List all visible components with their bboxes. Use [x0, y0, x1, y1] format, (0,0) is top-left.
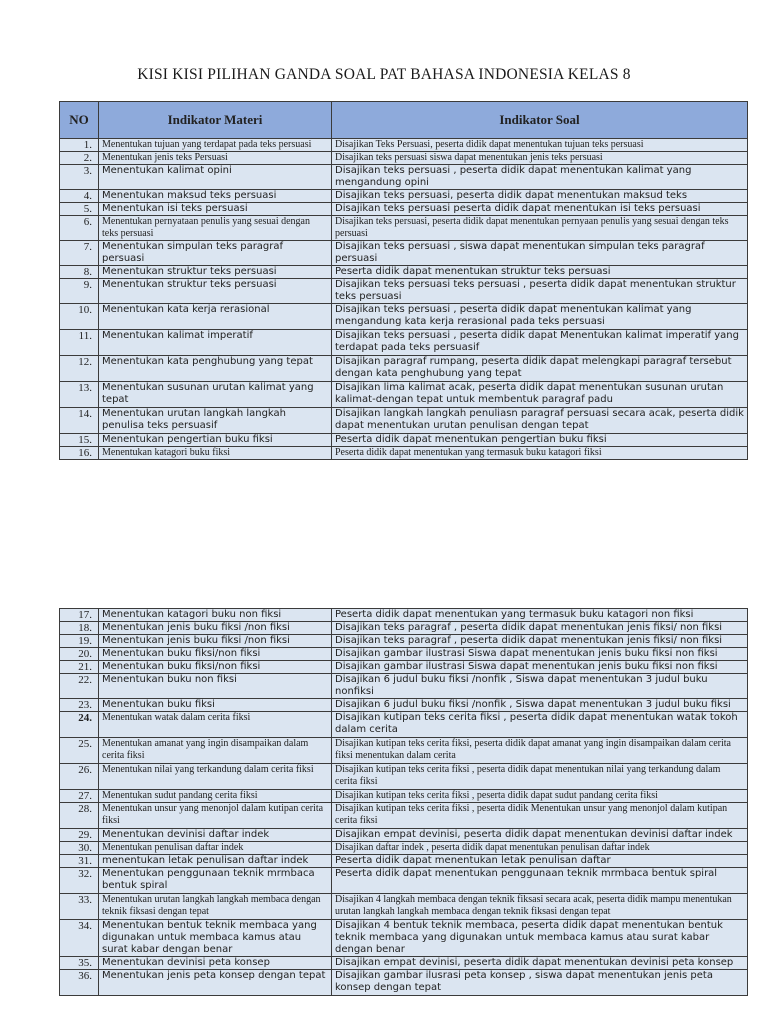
row-number: 22.	[60, 674, 99, 699]
row-indikator-materi: Menentukan kalimat imperatif	[99, 330, 332, 356]
row-number: 26.	[60, 764, 99, 790]
row-indikator-materi: Menentukan jenis teks Persuasi	[99, 152, 332, 165]
row-indikator-materi: Menentukan penulisan daftar indek	[99, 842, 332, 855]
row-indikator-materi: Menentukan buku non fiksi	[99, 674, 332, 699]
row-indikator-soal: Disajikan teks paragraf , peserta didik dapat menentukan jenis fiksi/ non fiksi	[332, 635, 748, 648]
table-row	[60, 216, 748, 241]
row-indikator-soal: Disajikan teks persuasi , peserta didik dapat menentukan kalimat yang mengandung kata kerja rerasional pada teks persuasi	[332, 304, 748, 330]
table-row	[60, 842, 748, 855]
row-indikator-materi: Menentukan katagori buku non fiksi	[99, 609, 332, 622]
table-row	[60, 152, 748, 165]
row-number: 20.	[60, 648, 99, 661]
table-row	[60, 957, 748, 970]
row-number: 23.	[60, 699, 99, 712]
table-row	[60, 356, 748, 382]
row-number: 6.	[60, 216, 99, 241]
kisi-table-part-1	[59, 101, 748, 460]
row-number: 32.	[60, 868, 99, 894]
row-indikator-materi: menentukan letak penulisan daftar indek	[99, 855, 332, 868]
row-number: 5.	[60, 203, 99, 216]
row-indikator-soal: Disajikan teks paragraf , peserta didik dapat menentukan jenis fiksi/ non fiksi	[332, 622, 748, 635]
header-indikator-materi: Indikator Materi	[99, 102, 332, 139]
table-row	[60, 266, 748, 279]
row-indikator-materi: Menentukan amanat yang ingin disampaikan dalam cerita fiksi	[99, 738, 332, 764]
row-number: 34.	[60, 920, 99, 957]
document-title: KISI KISI PILIHAN GANDA SOAL PAT BAHASA INDONESIA KELAS 8	[137, 66, 631, 83]
row-indikator-materi: Menentukan devinisi daftar indek	[99, 829, 332, 842]
table-row	[60, 622, 748, 635]
row-number: 27.	[60, 790, 99, 803]
row-indikator-soal: Disajikan gambar ilustrasi Siswa dapat menentukan jenis buku fiksi non fiksi	[332, 648, 748, 661]
row-indikator-materi: Menentukan bentuk teknik membaca yang digunakan untuk membaca kamus atau surat kabar dengan benar	[99, 920, 332, 957]
row-number: 4.	[60, 190, 99, 203]
row-indikator-soal: Peserta didik dapat menentukan penggunaan teknik mrmbaca bentuk spiral	[332, 868, 748, 894]
row-indikator-soal: Disajikan kutipan teks cerita fiksi, peserta didik dapat amanat yang ingin disampaikan dalam cerita fiksi menentukan dalam cerita	[332, 738, 748, 764]
table-row	[60, 165, 748, 190]
table-row	[60, 447, 748, 460]
row-indikator-materi: Menentukan maksud teks persuasi	[99, 190, 332, 203]
row-indikator-materi: Menentukan pengertian buku fiksi	[99, 434, 332, 447]
table-row	[60, 648, 748, 661]
header-no: NO	[60, 102, 99, 139]
row-number: 10.	[60, 304, 99, 330]
row-indikator-soal: Disajikan daftar indek , peserta didik dapat menentukan penulisan daftar indek	[332, 842, 748, 855]
row-indikator-materi: Menentukan buku fiksi/non fiksi	[99, 648, 332, 661]
row-indikator-materi: Menentukan struktur teks persuasi	[99, 279, 332, 304]
table-row	[60, 139, 748, 152]
table-row	[60, 790, 748, 803]
table-row	[60, 868, 748, 894]
row-indikator-soal: Peserta didik dapat menentukan pengertian buku fiksi	[332, 434, 748, 447]
row-indikator-materi: Menentukan kata kerja rerasional	[99, 304, 332, 330]
row-number: 3.	[60, 165, 99, 190]
row-indikator-soal: Disajikan teks persuasi, peserta didik dapat menentukan pernyaan penulis yang sesuai dengan teks persuasi	[332, 216, 748, 241]
row-indikator-soal: Disajikan teks persuasi , siswa dapat menentukan simpulan teks paragraf persuasi	[332, 241, 748, 266]
row-indikator-materi: Menentukan isi teks persuasi	[99, 203, 332, 216]
row-indikator-soal: Disajikan 6 judul buku fiksi /nonfik , Siswa dapat menentukan 3 judul buku nonfiksi	[332, 674, 748, 699]
row-indikator-soal: Peserta didik dapat menentukan struktur teks persuasi	[332, 266, 748, 279]
row-indikator-soal: Disajikan gambar ilustrasi Siswa dapat menentukan jenis buku fiksi non fiksi	[332, 661, 748, 674]
table-row	[60, 408, 748, 434]
row-number: 29.	[60, 829, 99, 842]
row-indikator-soal: Disajikan teks persuasi, peserta didik dapat menentukan maksud teks	[332, 190, 748, 203]
row-number: 33.	[60, 894, 99, 920]
table-row	[60, 279, 748, 304]
row-indikator-materi: Menentukan jenis peta konsep dengan tepat	[99, 970, 332, 996]
row-number: 8.	[60, 266, 99, 279]
row-indikator-soal: Disajikan 4 bentuk teknik membaca, peserta didik dapat menentukan bentuk teknik membaca yang digunakan untuk membaca kamus atau surat kabar dengan benar	[332, 920, 748, 957]
row-indikator-materi: Menentukan buku fiksi	[99, 699, 332, 712]
row-indikator-materi: Menentukan tujuan yang terdapat pada teks persuasi	[99, 139, 332, 152]
table-row	[60, 920, 748, 957]
table-row	[60, 712, 748, 738]
row-indikator-materi: Menentukan jenis buku fiksi /non fiksi	[99, 622, 332, 635]
row-indikator-soal: Disajikan kutipan teks cerita fiksi , peserta didik dapat menentukan watak tokoh dalam cerita	[332, 712, 748, 738]
row-indikator-soal: Disajikan teks persuasi peserta didik dapat menentukan isi teks persuasi	[332, 203, 748, 216]
row-number: 31.	[60, 855, 99, 868]
row-indikator-soal: Disajikan teks persuasi , peserta didik dapat Menentukan kalimat imperatif yang terdapat pada teks persuasif	[332, 330, 748, 356]
table-row	[60, 330, 748, 356]
row-indikator-materi: Menentukan penggunaan teknik mrmbaca bentuk spiral	[99, 868, 332, 894]
table-row	[60, 855, 748, 868]
row-indikator-soal: Disajikan Teks Persuasi, peserta didik dapat menentukan tujuan teks persuasi	[332, 139, 748, 152]
row-number: 30.	[60, 842, 99, 855]
row-indikator-soal: Disajikan kutipan teks cerita fiksi , peserta didik dapat sudut pandang cerita fiksi	[332, 790, 748, 803]
row-indikator-soal: Peserta didik dapat menentukan yang termasuk buku katagori non fiksi	[332, 609, 748, 622]
table-row	[60, 382, 748, 408]
table-row	[60, 738, 748, 764]
table-row	[60, 661, 748, 674]
table-row	[60, 970, 748, 996]
row-number: 25.	[60, 738, 99, 764]
row-indikator-materi: Menentukan nilai yang terkandung dalam cerita fiksi	[99, 764, 332, 790]
table-row	[60, 699, 748, 712]
row-number: 35.	[60, 957, 99, 970]
row-number: 21.	[60, 661, 99, 674]
row-indikator-soal: Disajikan 6 judul buku fiksi /nonfik , Siswa dapat menentukan 3 judul buku fiksi	[332, 699, 748, 712]
row-indikator-soal: Disajikan empat devinisi, peserta didik dapat menentukan devinisi peta konsep	[332, 957, 748, 970]
table-header-row	[60, 102, 748, 139]
row-indikator-materi: Menentukan watak dalam cerita fiksi	[99, 712, 332, 738]
row-number: 7.	[60, 241, 99, 266]
table-row	[60, 304, 748, 330]
row-indikator-materi: Menentukan kalimat opini	[99, 165, 332, 190]
row-number: 9.	[60, 279, 99, 304]
row-indikator-soal: Disajikan 4 langkah membaca dengan teknik fiksasi secara acak, peserta didik mampu menentukan urutan langkah langkah membaca dengan teknik fiksasi dengan tepat	[332, 894, 748, 920]
row-indikator-materi: Menentukan susunan urutan kalimat yang tepat	[99, 382, 332, 408]
row-indikator-materi: Menentukan kata penghubung yang tepat	[99, 356, 332, 382]
row-indikator-soal: Peserta didik dapat menentukan yang termasuk buku katagori fiksi	[332, 447, 748, 460]
row-indikator-materi: Menentukan unsur yang menonjol dalam kutipan cerita fiksi	[99, 803, 332, 829]
row-number: 11.	[60, 330, 99, 356]
row-indikator-soal: Disajikan kutipan teks cerita fiksi , peserta didik Menentukan unsur yang menonjol dalam kutipan cerita fiksi	[332, 803, 748, 829]
row-number: 36.	[60, 970, 99, 996]
table-row	[60, 803, 748, 829]
row-indikator-materi: Menentukan sudut pandang cerita fiksi	[99, 790, 332, 803]
row-indikator-materi: Menentukan katagori buku fiksi	[99, 447, 332, 460]
row-number: 13.	[60, 382, 99, 408]
row-indikator-soal: Disajikan paragraf rumpang, peserta didik dapat melengkapi paragraf tersebut dengan kata penghubung yang tepat	[332, 356, 748, 382]
row-indikator-soal: Disajikan teks persuasi , peserta didik dapat menentukan kalimat yang mengandung opini	[332, 165, 748, 190]
row-indikator-materi: Menentukan pernyataan penulis yang sesuai dengan teks persuasi	[99, 216, 332, 241]
table-row	[60, 241, 748, 266]
table-row	[60, 635, 748, 648]
table-row	[60, 609, 748, 622]
row-indikator-soal: Disajikan teks persuasi siswa dapat menentukan jenis teks persuasi	[332, 152, 748, 165]
row-number: 2.	[60, 152, 99, 165]
row-number: 17.	[60, 609, 99, 622]
row-indikator-materi: Menentukan urutan langkah langkah membaca dengan teknik fiksasi dengan tepat	[99, 894, 332, 920]
table-row	[60, 190, 748, 203]
row-indikator-soal: Disajikan lima kalimat acak, peserta didik dapat menentukan susunan urutan kalimat-dengan tepat untuk membentuk paragraf padu	[332, 382, 748, 408]
row-number: 28.	[60, 803, 99, 829]
row-number: 14.	[60, 408, 99, 434]
row-number: 24.	[60, 712, 99, 738]
row-number: 16.	[60, 447, 99, 460]
kisi-table-part-2	[59, 608, 748, 996]
row-number: 19.	[60, 635, 99, 648]
table-row	[60, 764, 748, 790]
table-row	[60, 829, 748, 842]
row-indikator-soal: Disajikan gambar ilusrasi peta konsep , siswa dapat menentukan jenis peta konsep dengan tepat	[332, 970, 748, 996]
row-indikator-soal: Disajikan kutipan teks cerita fiksi , peserta didik dapat menentukan nilai yang terkandung dalam cerita fiksi	[332, 764, 748, 790]
row-indikator-soal: Disajikan empat devinisi, peserta didik dapat menentukan devinisi daftar indek	[332, 829, 748, 842]
table-row	[60, 894, 748, 920]
row-indikator-materi: Menentukan buku fiksi/non fiksi	[99, 661, 332, 674]
row-number: 12.	[60, 356, 99, 382]
row-indikator-soal: Peserta didik dapat menentukan letak penulisan daftar	[332, 855, 748, 868]
row-indikator-materi: Menentukan urutan langkah langkah penulisa teks persuasif	[99, 408, 332, 434]
row-number: 15.	[60, 434, 99, 447]
row-indikator-soal: Disajikan teks persuasi teks persuasi , peserta didik dapat menentukan struktur teks persuasi	[332, 279, 748, 304]
row-indikator-soal: Disajikan langkah langkah penuliasn paragraf persuasi secara acak, peserta didik dapat menentukan urutan penulisan dengan tepat	[332, 408, 748, 434]
row-indikator-materi: Menentukan struktur teks persuasi	[99, 266, 332, 279]
table-row	[60, 434, 748, 447]
table-row	[60, 674, 748, 699]
row-indikator-materi: Menentukan simpulan teks paragraf persuasi	[99, 241, 332, 266]
row-indikator-materi: Menentukan devinisi peta konsep	[99, 957, 332, 970]
row-number: 1.	[60, 139, 99, 152]
table-row	[60, 203, 748, 216]
row-number: 18.	[60, 622, 99, 635]
header-indikator-soal: Indikator Soal	[332, 102, 748, 139]
row-indikator-materi: Menentukan jenis buku fiksi /non fiksi	[99, 635, 332, 648]
